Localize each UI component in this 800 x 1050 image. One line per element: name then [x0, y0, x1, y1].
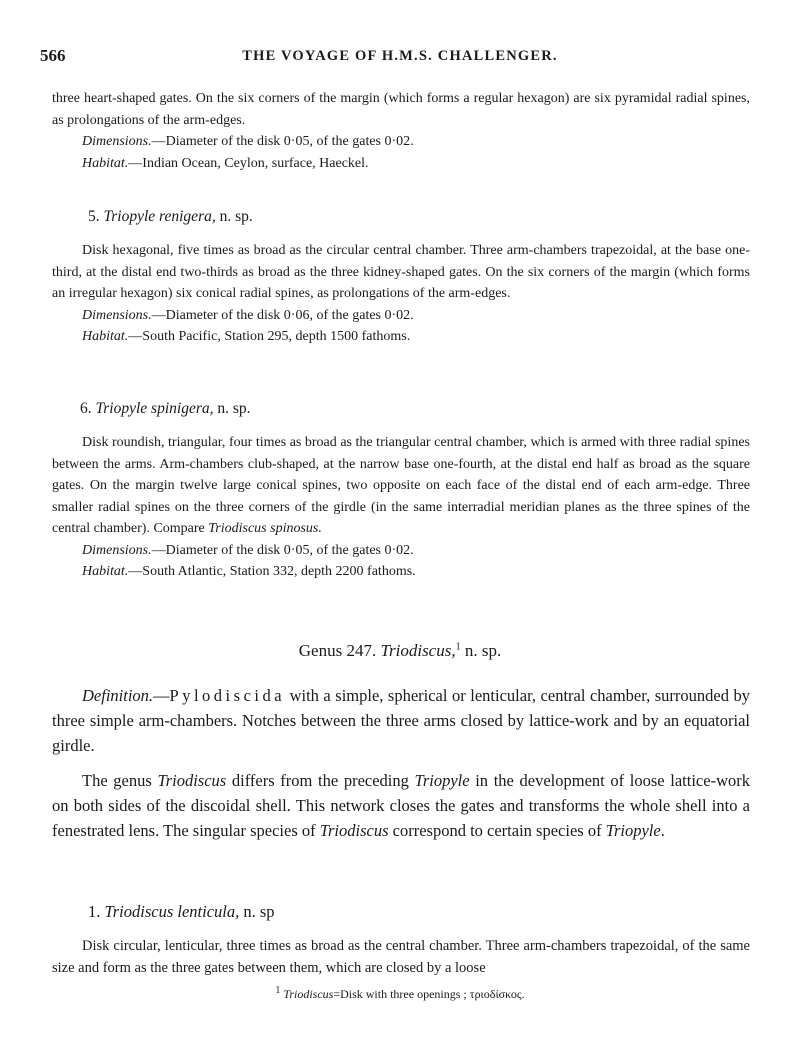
fragment-dimensions [52, 131, 750, 153]
footnote-term: Triodiscus [283, 987, 334, 1001]
species-6-body [52, 432, 750, 583]
discussion-text: differs from the preceding [226, 771, 415, 790]
genus-reference: Triopyle [414, 771, 470, 790]
species-suffix: n. sp. [219, 208, 253, 225]
species-name: Triopyle spinigera, [95, 400, 214, 417]
compare-reference: Triodiscus spinosus. [208, 521, 322, 536]
page-header [40, 46, 760, 70]
dimensions-text: —Diameter of the disk 0·06, of the gates 0·02. [151, 307, 414, 323]
species-name: Triopyle renigera, [103, 208, 216, 225]
genus-suffix: n. sp. [464, 641, 502, 660]
discussion-text: . [660, 821, 665, 840]
habitat-label: Habitat. [82, 329, 129, 344]
species-number: 6. [80, 400, 92, 417]
previous-species-fragment [52, 88, 750, 174]
species-name: Triodiscus lenticula, [104, 902, 240, 921]
dimensions-label: Dimensions. [82, 307, 152, 323]
species-suffix: n. sp [243, 902, 275, 921]
definition-dash: — [153, 686, 170, 705]
species-6-heading [80, 400, 778, 418]
description-text: Disk roundish, triangular, four times as broad as the triangular central chamber, which is armed with three radial spines between the arms. Arm-chambers club-shaped, at the narrow base one-fourth, at the distal end half as broad as the square gates. On the margin twelve large conical spines, two opposite on each face of the distal end of each arm-edge. Three smaller radial spines on the three corners of the girdle (in the same interradial meridian planes as the three spines of the central chamber). Compare [52, 435, 750, 536]
dimensions-text: —Diameter of the disk 0·05, of the gates 0·02. [151, 542, 414, 558]
species-habitat [52, 326, 750, 348]
species-number: 5. [88, 208, 100, 225]
species-5-body [52, 240, 750, 348]
genus-discussion [52, 768, 750, 843]
discussion-text: in the development of loose lattice-work on both sides of the discoidal shell. This network closes the gates and transforms the whole shell into a fenestrated lens. The singular species of [52, 771, 750, 840]
habitat-text: —South Pacific, Station 295, depth 1500 fathoms. [128, 329, 411, 344]
habitat-label: Habitat. [82, 155, 129, 171]
genus-name: Triodiscus, [380, 641, 456, 660]
genus-reference: Triopyle [605, 821, 661, 840]
habitat-label: Habitat. [82, 564, 129, 579]
species-description: Disk hexagonal, five times as broad as the circular central chamber. Three arm-chambers trapezoidal, at the base one-third, at the distal end two-thirds as broad as the three kidney-shaped gates. On the six corners of the margin (which forms an irregular hexagon) six conical radial spines, as prolongations of the arm-edges. [52, 243, 750, 301]
page-number: 566 [40, 46, 66, 65]
genus-definition [52, 683, 750, 758]
species-dimensions [52, 305, 750, 327]
running-title: THE VOYAGE OF H.M.S. CHALLENGER. [242, 48, 558, 64]
definition-paragraph [52, 683, 750, 758]
fragment-description: three heart-shaped gates. On the six corners of the margin (which forms a regular hexagon) are six pyramidal radial spines, as prolongations of the arm-edges. [52, 91, 750, 128]
species-habitat [52, 561, 750, 583]
footnote [0, 985, 800, 1002]
discussion-paragraph [52, 768, 750, 843]
dimensions-label: Dimensions. [82, 542, 152, 558]
discussion-text: The genus [82, 771, 158, 790]
species-suffix: n. sp. [217, 400, 251, 417]
species-number: 1. [88, 902, 101, 921]
discussion-text: correspond to certain species of [388, 821, 606, 840]
species-dimensions [52, 540, 750, 562]
footnote-text: =Disk with three openings ; [333, 987, 470, 1001]
habitat-text: —Indian Ocean, Ceylon, surface, Haeckel. [128, 155, 369, 171]
genus-reference: Triodiscus [319, 821, 389, 840]
fragment-habitat [52, 153, 750, 175]
family-name: Pylodiscida [169, 686, 286, 705]
triodiscus-species-1-heading [88, 902, 786, 922]
genus-heading [0, 641, 800, 661]
definition-text: with a simple, spherical or lenticular, central chamber, surrounded by three simple arm-chambers. Notches between the three arms closed by lattice-work and by an equatorial girdle. [52, 686, 750, 755]
habitat-text: —South Atlantic, Station 332, depth 2200 fathoms. [128, 564, 416, 579]
definition-label: Definition. [82, 686, 154, 705]
species-5-heading [88, 208, 786, 226]
dimensions-label: Dimensions. [82, 134, 152, 149]
footnote-marker: 1 [275, 985, 281, 996]
triodiscus-species-1-body [52, 935, 750, 979]
dimensions-text: —Diameter of the disk 0·05, of the gates 0·02. [151, 134, 414, 149]
footnote-marker: 1 [455, 641, 461, 653]
genus-prefix: Genus 247. [298, 641, 377, 660]
genus-reference: Triodiscus [157, 771, 227, 790]
species-description [52, 432, 750, 540]
species-description: Disk circular, lenticular, three times as broad as the central chamber. Three arm-chambers trapezoidal, of the same size and form as the three gates between them, which are closed by a loose [52, 938, 750, 976]
footnote-greek: τριοδίσκος. [469, 987, 525, 1001]
